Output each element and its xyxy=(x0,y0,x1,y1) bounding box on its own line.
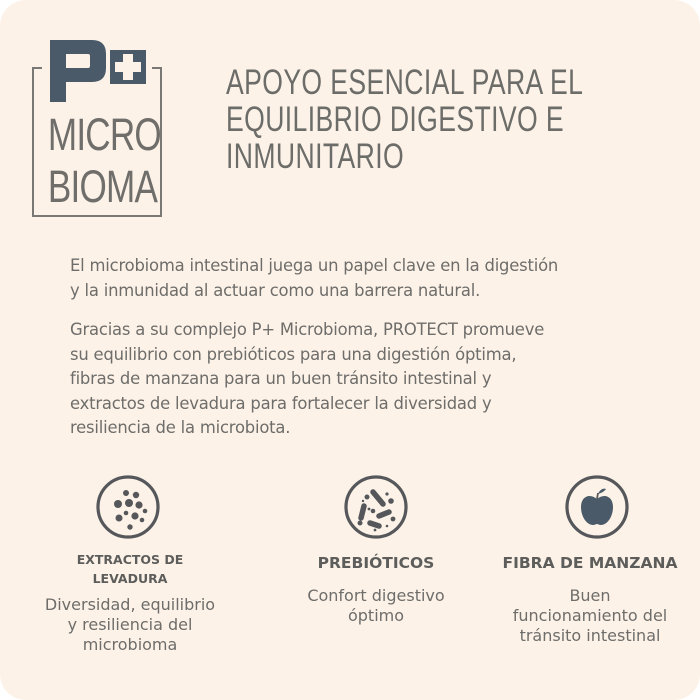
feature-description: funcionamiento del xyxy=(512,606,668,625)
paragraph-line: y la inmunidad al actuar como una barrera natural. xyxy=(70,280,481,300)
paragraph-line: El microbioma intestinal juega un papel clave en la digestión xyxy=(70,256,559,275)
apple-icon xyxy=(564,474,630,540)
feature-prebiotics xyxy=(276,474,476,634)
feature-title: FIBRA DE MANZANA xyxy=(502,554,678,572)
paragraph-line: Gracias a su complejo P+ Microbioma, PROTECT promueve xyxy=(70,320,545,339)
headline-line: APOYO ESENCIAL PARA EL xyxy=(226,63,584,102)
p-plus-logo-icon xyxy=(48,38,148,104)
logo-frame-tick-left xyxy=(32,67,42,69)
logo-frame-tick-right xyxy=(152,67,162,69)
headline-line: EQUILIBRIO DIGESTIVO E xyxy=(226,100,564,139)
logo-word-bioma: BIOMA xyxy=(47,161,158,212)
feature-apple-fiber xyxy=(490,474,700,654)
feature-description: Buen xyxy=(569,586,611,605)
paragraph-line: extractos de levadura para fortalecer la diversidad y xyxy=(70,393,492,413)
headline-line: INMUNITARIO xyxy=(226,137,405,176)
feature-description: y resiliencia del xyxy=(67,615,193,634)
feature-description: Diversidad, equilibrio xyxy=(44,595,216,614)
feature-yeast-extracts xyxy=(20,474,240,664)
feature-title: EXTRACTOS DE xyxy=(76,552,184,567)
feature-description: microbioma xyxy=(82,635,178,654)
yeast-cells-icon xyxy=(95,474,161,540)
page-headline xyxy=(226,64,667,175)
feature-title: PREBIÓTICOS xyxy=(317,554,435,572)
bacteria-icon xyxy=(343,474,409,540)
intro-paragraph-1 xyxy=(70,254,650,303)
paragraph-line: fibras de manzana para un buen tránsito intestinal y xyxy=(70,369,492,388)
paragraph-line: su equilibrio con prebióticos para una digestión óptima, xyxy=(70,344,517,364)
intro-paragraph-2 xyxy=(70,318,650,441)
feature-description: óptimo xyxy=(347,606,405,625)
feature-description: tránsito intestinal xyxy=(519,626,661,645)
logo-word-micro: MICRO xyxy=(47,109,161,160)
feature-description: Confort digestivo xyxy=(307,586,445,605)
paragraph-line: resiliencia de la microbiota. xyxy=(70,418,291,437)
feature-title: LEVADURA xyxy=(92,571,168,586)
